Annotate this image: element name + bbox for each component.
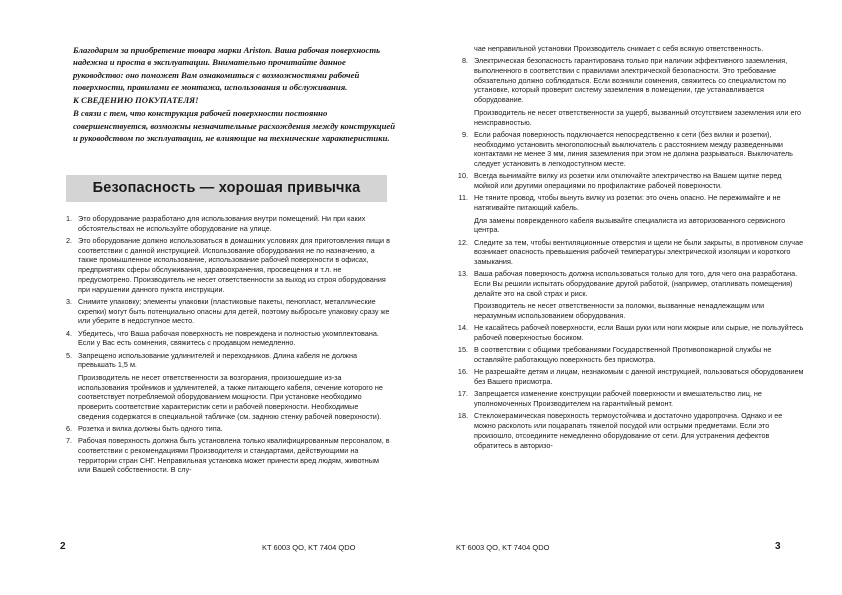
item-text: Не касайтесь рабочей поверхности, если Ваши руки или ноги мокрые или сырые, не пользуйтесь рабочей поверхностью босиком. xyxy=(474,323,804,343)
intro-block xyxy=(73,44,398,144)
list-item xyxy=(456,389,806,408)
safety-list-right xyxy=(456,44,806,453)
item-text: Рабочая поверхность должна быть установлена только квалифицированным персоналом, в соответствии с рекомендациями Производителя и стандартами, действующими на территории стран СНГ. Неправильная установка может принести вред людям, животным или Вашей собственности. В слу- xyxy=(78,436,390,475)
item-number: 11. xyxy=(458,193,468,203)
item-text: Убедитесь, что Ваша рабочая поверхность не повреждена и полностью укомплектована. Если у Вас есть сомнения, свяжитесь с продавцом немедленно. xyxy=(78,328,379,348)
item-number: 6. xyxy=(65,424,72,434)
item-text: В соответствии с общими требованиями Государственной Противопожарной службы не оставляйте работающую поверхность без присмотра. xyxy=(474,345,772,365)
page-number: 2 xyxy=(60,541,66,552)
list-item xyxy=(60,329,391,348)
list-item xyxy=(456,56,806,127)
item-subtext: Производитель не несет ответственности за возгорания, произошедшие из-за использования тройников и удлинителей, а также питающего кабеля, сечение которого не соответствует потребляемой оборудованием мощности. При установке необходимо проверить соответствие характеристик сети и рабочей поверхности. Необходимые сведения содержатся в специальной табличке (см. заднюю стенку рабочей поверхности). xyxy=(78,372,383,421)
model-footer: KT 6003 QO, KT 7404 QDO xyxy=(456,543,550,552)
item-text: Запрещается изменение конструкции рабочей поверхности и вмешательство лиц, не уполномоченных Производителем на гарантийный ремонт. xyxy=(474,389,762,409)
model-footer: KT 6003 QO, KT 7404 QDO xyxy=(262,543,356,552)
list-item xyxy=(456,238,806,267)
item-number: 13. xyxy=(457,269,468,279)
item-subtext: Для замены поврежденного кабеля вызывайте специалиста из авторизованного сервисного центра. xyxy=(474,215,786,235)
list-item xyxy=(456,323,806,342)
list-item xyxy=(60,436,391,475)
list-item xyxy=(456,411,806,450)
item-text: Стеклокерамическая поверхность термоустойчива и достаточно ударопрочна. Однако и ее можно расколоть или поцарапать тяжелой посудой или острыми предметами. Если это произошло, отсоедините немедленно оборудование от сети. Для устранения дефектов обратитесь в авторизо- xyxy=(474,411,783,450)
buyer-notice-heading: К СВЕДЕНИЮ ПОКУПАТЕЛЯ! xyxy=(73,95,199,106)
item-number: 12. xyxy=(457,237,468,247)
continued-text: чае неправильной установки Производитель снимает с себя всякую ответственность. xyxy=(474,44,764,53)
item-text: Снимите упаковку; элементы упаковки (пластиковые пакеты, пенопласт, металлические скрепки) могут быть потенциально опасны для детей, поэтому выбросьте упаковку сразу же или уберите в недоступное место. xyxy=(78,296,390,326)
item-number: 5. xyxy=(65,350,72,360)
list-item xyxy=(456,367,806,386)
item-number: 7. xyxy=(65,436,72,446)
item-number: 8. xyxy=(461,56,468,66)
item-number: 2. xyxy=(65,236,72,245)
section-title: Безопасность — хорошая привычка xyxy=(66,175,387,202)
list-item xyxy=(456,130,806,169)
item-text: Следите за тем, чтобы вентиляционные отверстия и щели не были закрыты, в противном случае возникает опасность превышения рабочей температуры электрической изоляции и короткого замыкания. xyxy=(474,237,804,267)
item-text: Всегда вынимайте вилку из розетки или отключайте электричество на Вашем щитке перед мойкой или другими операциями по профилактике рабочей поверхности. xyxy=(474,171,782,190)
item-number: 4. xyxy=(65,328,72,338)
intro-paragraph: Благодарим за приобретение товара марки Ariston. Ваша рабочая поверхность надежна и проста в эксплуатации. Внимательно прочитайте данное руководство: оно поможет Вам ознакомиться с возможностями рабочей поверхности, правилами ее монтажа, использования и обслуживания. xyxy=(73,45,381,92)
safety-list-left xyxy=(60,214,391,478)
item-text: Если рабочая поверхность подключается непосредственно к сети (без вилки и розетки), необходимо установить многополюсный выключатель с расстоянием между разведенными контактами не менее 3 мм, линия заземления при этом не должна разрываться. Выключатель следует установить в легкодоступном месте. xyxy=(474,129,793,168)
page-number: 3 xyxy=(775,541,781,552)
list-item xyxy=(60,214,391,233)
item-text: Не тяните провод, чтобы вынуть вилку из розетки: это очень опасно. Не пережимайте и не натягивайте питающий кабель. xyxy=(474,193,781,212)
item-number: 1. xyxy=(65,214,72,223)
item-text: Розетка и вилка должны быть одного типа. xyxy=(78,424,223,434)
item-number: 17. xyxy=(457,389,468,399)
item-subtext: Производитель не несет ответственности за ущерб, вызванный отсутствием заземления или его неисправностью. xyxy=(474,107,802,127)
right-page xyxy=(421,0,842,595)
list-item xyxy=(456,269,806,321)
list-item xyxy=(60,351,391,422)
item-text: Не разрешайте детям и лицам, незнакомым с данной инструкцией, пользоваться оборудованием без Вашего присмотра. xyxy=(474,367,804,387)
list-item xyxy=(456,345,806,364)
item-text: Запрещено использование удлинителей и переходников. Длина кабеля не должна превышать 1,5 м. xyxy=(78,350,358,370)
item-number: 14. xyxy=(457,323,468,333)
item-number: 15. xyxy=(457,345,468,355)
item-text: Электрическая безопасность гарантирована только при наличии эффективного заземления, выполненного в соответствии с правилами электрической безопасности. Это требование обязательно должно соблюдаться. Если возникли сомнения, свяжитесь со специалистом по установке, который проверит систему заземления в помещении, где устанавливается оборудование. xyxy=(474,56,788,105)
item-number: 18. xyxy=(457,411,468,421)
item-number: 9. xyxy=(461,129,468,139)
item-number: 3. xyxy=(65,296,72,306)
intro-notice-paragraph: В связи с тем, что конструкция рабочей поверхности постоянно совершенствуется, возможны незначительные расхождения между конструкцией и руководством по эксплуатации, не влияющие на технические характеристики. xyxy=(73,108,396,144)
item-text: Это оборудование разработано для использования внутри помещений. Ни при каких обстоятельствах не используйте оборудование на улице. xyxy=(78,214,366,233)
item-text: Ваша рабочая поверхность должна использоваться только для того, для чего она разработана. Если Вы решили испытать оборудование другой работой, (например, отапливать помещения) делайте это на свой страх и риск. xyxy=(474,269,798,298)
item-number: 16. xyxy=(457,367,468,377)
list-item xyxy=(456,193,806,235)
list-item xyxy=(60,297,391,326)
item-number: 10. xyxy=(457,171,468,181)
list-item xyxy=(456,171,806,190)
list-item xyxy=(60,236,391,294)
list-item xyxy=(60,424,391,434)
item-text: Это оборудование должно использоваться в домашних условиях для приготовления пищи в соответствии с данной инструкцией. Использование оборудования не по назначению, а также промышленное использование, использование рабочей поверхности в офисах, предприятиях сферы обслуживания, здравоохранения, просвещения и т.л. не предусмотрено. Производитель не несет ответственности за выход из строя оборудования при нарушении данного пункта инструкции. xyxy=(78,236,390,294)
item-subtext: Производитель не несет ответственности за поломки, вызванные ненадлежащим или неразумным использованием оборудования. xyxy=(474,301,765,321)
